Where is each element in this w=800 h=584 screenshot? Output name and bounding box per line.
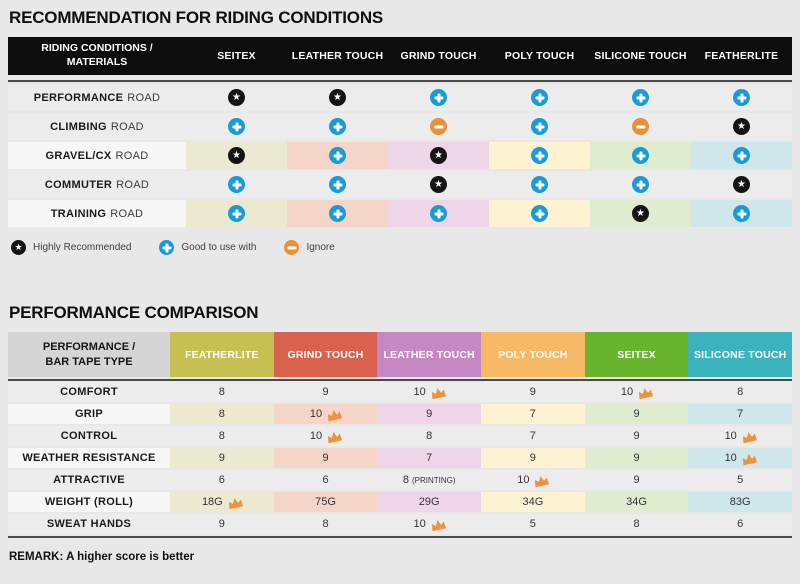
score-value: 10	[309, 408, 323, 420]
crown-icon	[741, 431, 757, 444]
row-label: CLIMBING ROAD	[50, 120, 144, 133]
crown-icon	[430, 387, 446, 400]
score-value: 5	[737, 474, 744, 486]
row-label: WEIGHT (ROLL)	[8, 492, 170, 512]
column-header-grind-touch: GRIND TOUCH	[400, 50, 477, 62]
score-value: 9	[322, 386, 329, 398]
row-label: ATTRACTIVE	[53, 474, 125, 486]
score-value: 6	[218, 474, 225, 486]
score-value: 9	[633, 408, 640, 420]
riding-conditions-table	[8, 37, 792, 227]
column-header-featherlite: FEATHERLITE	[704, 50, 779, 62]
row-label: PERFORMANCE ROAD	[33, 91, 161, 104]
score-value: 8	[322, 518, 329, 530]
legend-label: Highly Recommended	[33, 242, 132, 253]
score-value: 29G	[418, 496, 440, 508]
rating-icon	[733, 147, 750, 164]
row-comfort	[8, 382, 792, 402]
score-value: 8	[218, 408, 225, 420]
score-value: 9	[322, 452, 329, 464]
rating-icon	[531, 118, 548, 135]
column-header-poly-touch: POLY TOUCH	[504, 50, 575, 62]
legend-label: Ignore	[306, 242, 335, 253]
column-header-leather-touch: LEATHER TOUCH	[291, 50, 384, 62]
row-weather-resistance	[8, 448, 792, 468]
score-value: 5	[529, 518, 536, 530]
highly-recommended-icon	[11, 240, 26, 255]
rating-icon	[733, 176, 750, 193]
row-performance-road	[8, 84, 792, 111]
corner-line2: BAR TAPE TYPE	[45, 355, 133, 368]
performance-corner-header	[8, 332, 170, 377]
score-value: 9	[633, 474, 640, 486]
column-header-featherlite: FEATHERLITE	[170, 332, 274, 377]
rating-icon	[632, 89, 649, 106]
rating-icon	[733, 89, 750, 106]
score-value: 7	[529, 430, 536, 442]
legend	[11, 240, 792, 255]
riding-conditions-corner-header	[8, 37, 186, 75]
rating-icon	[329, 89, 346, 106]
legend-item-highly-recommended	[11, 240, 131, 255]
rating-icon	[632, 176, 649, 193]
row-label: COMFORT	[60, 386, 118, 398]
score-value: 9	[218, 452, 225, 464]
rating-icon	[632, 118, 649, 135]
rating-icon	[430, 89, 447, 106]
column-header-seitex: SEITEX	[585, 332, 689, 377]
legend-item-ignore	[284, 240, 334, 255]
rating-icon	[228, 89, 245, 106]
column-header-silicone-touch: SILICONE TOUCH	[688, 332, 792, 377]
score-value: 9	[426, 408, 433, 420]
rating-icon	[531, 89, 548, 106]
score-value: 8	[218, 386, 225, 398]
crown-icon	[741, 453, 757, 466]
row-gravel-cx-road	[8, 142, 792, 169]
score-value: 10	[413, 386, 426, 398]
score-value: 34G	[522, 496, 544, 508]
score-value: 9	[529, 386, 536, 398]
rating-icon	[632, 205, 649, 222]
rating-icon	[329, 147, 346, 164]
rating-icon	[430, 147, 447, 164]
column-header-seitex: SEITEX	[217, 50, 256, 62]
row-attractive	[8, 470, 792, 490]
score-value: 83G	[729, 496, 751, 508]
row-label: TRAINING ROAD	[8, 200, 186, 227]
header-divider	[8, 379, 792, 381]
row-training-road	[8, 200, 792, 227]
score-value: 7	[426, 452, 433, 464]
score-value: 8	[218, 430, 225, 442]
rating-icon	[733, 118, 750, 135]
rating-icon	[531, 205, 548, 222]
score-value: 7	[529, 408, 536, 420]
row-label: WEATHER RESISTANCE	[8, 448, 170, 468]
score-value: 9	[218, 518, 225, 530]
legend-item-good-to-use	[159, 240, 256, 255]
row-label: CONTROL	[60, 430, 118, 442]
riding-conditions-header-row	[8, 37, 792, 75]
header-divider	[8, 80, 792, 82]
score-value: 6	[737, 518, 744, 530]
row-commuter-road	[8, 171, 792, 198]
rating-icon	[228, 176, 245, 193]
rating-icon	[329, 118, 346, 135]
performance-table	[8, 332, 792, 538]
score-value: 9	[633, 430, 640, 442]
performance-header-row	[8, 332, 792, 377]
table-bottom-divider	[8, 536, 792, 538]
crown-icon	[326, 431, 342, 444]
score-value: 18G	[201, 496, 223, 508]
score-value: 8	[426, 430, 433, 442]
crown-icon	[534, 475, 550, 488]
crown-icon	[326, 409, 342, 422]
rating-icon	[430, 176, 447, 193]
crown-icon	[637, 387, 653, 400]
row-climbing-road	[8, 113, 792, 140]
corner-line2: MATERIALS	[66, 56, 128, 68]
legend-label: Good to use with	[181, 242, 257, 253]
corner-line1: RIDING CONDITIONS /	[41, 42, 153, 55]
rating-icon	[329, 205, 346, 222]
score-value: 8	[737, 386, 744, 398]
recommendation-title: RECOMMENDATION FOR RIDING CONDITIONS	[9, 8, 384, 27]
score-value: 10	[309, 430, 323, 442]
rating-icon	[531, 176, 548, 193]
corner-line1: PERFORMANCE /	[42, 341, 136, 354]
row-label: COMMUTER ROAD	[44, 178, 150, 191]
score-value: 8	[633, 518, 640, 530]
crown-icon	[227, 497, 243, 510]
row-weight-roll	[8, 492, 792, 512]
score-value: 9	[529, 452, 536, 464]
score-value: 9	[633, 452, 640, 464]
rating-icon	[430, 118, 447, 135]
column-header-poly-touch: POLY TOUCH	[481, 332, 585, 377]
score-value: 10	[620, 386, 634, 398]
score-value: 10	[724, 430, 737, 442]
column-header-grind-touch: GRIND TOUCH	[274, 332, 378, 377]
rating-icon	[733, 205, 750, 222]
row-label: GRIP	[8, 404, 170, 424]
rating-icon	[430, 205, 447, 222]
score-value: 10	[413, 518, 426, 530]
rating-icon	[228, 205, 245, 222]
score-value: 7	[737, 408, 744, 420]
score-value: 75G	[315, 496, 336, 508]
column-header-leather-touch: LEATHER TOUCH	[377, 332, 481, 377]
rating-icon	[228, 147, 245, 164]
score-value: 6	[322, 474, 329, 486]
ignore-icon	[284, 240, 299, 255]
column-header-silicone-touch: SILICONE TOUCH	[594, 50, 687, 62]
rating-icon	[632, 147, 649, 164]
row-control	[8, 426, 792, 446]
row-grip	[8, 404, 792, 424]
score-value: 10	[724, 452, 737, 464]
good-to-use-with-icon	[159, 240, 174, 255]
crown-icon	[430, 519, 446, 532]
score-value: 8	[402, 474, 409, 486]
rating-icon	[531, 147, 548, 164]
score-suffix: (PRINTING)	[411, 475, 456, 485]
score-value: 10	[517, 474, 530, 486]
row-sweat-hands	[8, 514, 792, 534]
rating-icon	[228, 118, 245, 135]
rating-icon	[329, 176, 346, 193]
performance-title: PERFORMANCE COMPARISON	[9, 303, 259, 322]
row-label: GRAVEL/CX ROAD	[8, 142, 186, 169]
score-value: 34G	[626, 496, 647, 508]
remark-text: REMARK: A higher score is better	[9, 551, 195, 563]
row-label: SWEAT HANDS	[46, 518, 132, 530]
